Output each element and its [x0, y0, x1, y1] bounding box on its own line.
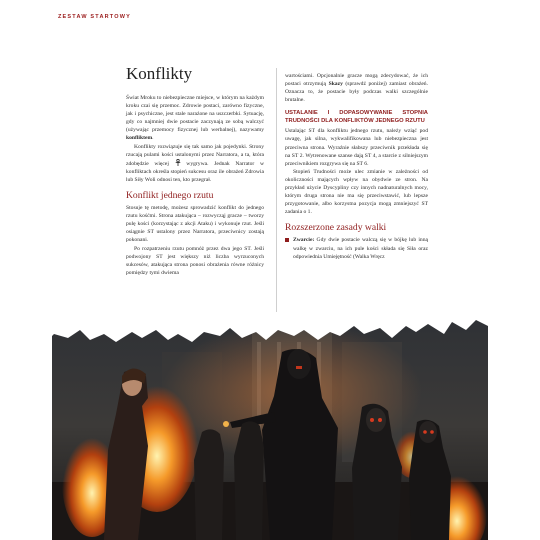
right-column [285, 72, 428, 261]
column-divider [276, 68, 277, 312]
running-head: ZESTAW STARTOWY [58, 14, 131, 20]
paragraph-resolution [126, 143, 264, 184]
square-bullet-icon [285, 238, 289, 242]
paragraph-continued-b: (sprawdź poniżej) zamiast obrażeń. Oznacza to, że postacie były podczas walki szczególnie brutalne. [285, 81, 428, 104]
heading-extended-combat: Rozszerzone zasady walki [285, 222, 387, 234]
paragraph-resolution-b: wygrywa. Jednak Narrator w konfliktach określa stopień sukcesu oraz ile obrażeń Zdrowia lub Siły Woli odnosi ten, kto przegrał. [126, 160, 264, 183]
keyword-conflict: konfliktem [126, 135, 153, 142]
paragraph-resolution-a: Konflikty rozwiązuje się tak samo jak pojedynki. Strony rzucają pulami kości ustalonymi przez Narratora, a ta, która zdobędzie więcej [126, 143, 264, 167]
paragraph-continued-a: wartościami. Opcjonalnie gracze mogą zdecydować, że ich postaci otrzymują [285, 73, 428, 88]
heading-difficulty: USTALANIE I DOPASOWYWANIE STOPNIA TRUDNOŚCI DLA KONFLIKTÓW JEDNEGO RZUTU [285, 110, 428, 124]
paragraph-modifiers: Stopień Trudności może ulec zmianie w zależności od okoliczności mających wpływ na obydwie ze stron. Na przykład użycie Dyscypliny czy innych nadnaturalnych mocy, którym druga strona nie ma się przeciwstawić, lub lepsze przygotowanie, albo korzystna pozycja mogą zmniejszyć ST zadania o 1. [285, 168, 428, 216]
ankh-icon [175, 159, 181, 166]
paragraph-difficulty: Ustalając ST dla konfliktu jednego rzutu, należy wziąć pod uwagę, jak silna, wykwalifikowana lub niebezpieczna jest przeciwna strona. Wyraźnie słabszy przeciwnik przekłada się na ST 2. Wytrenowane szanse dają ST 4, a starcie z silniejszym przeciwnikiem rozgrywa się na ST 6. [285, 128, 428, 167]
keyword-stains: Skazy [328, 81, 343, 88]
paragraph-damage: Po rozpatrzeniu rzutu pomnóż przez dwa jego ST. Jeśli podwojony ST jest większy niż liczba wyrzuconych sukcesów, atakująca strona ponosi obrażenia równe różnicy pomiędzy tymi dwiema [126, 245, 264, 276]
paragraph-intro [126, 94, 264, 143]
paragraph-continued [285, 72, 428, 104]
melee-description: Gdy dwie postacie walczą się w bójkę lub inną walkę w zwarciu, na ich pule kości składa się Siła oraz odpowiednia Umiejętność (Walka Wręcz [293, 237, 428, 260]
paragraph-intro-text: Świat Mroku to niebezpieczne miejsce, w którym na każdym kroku czai się przemoc. Zdrowie postaci, zarówno fizyczne, jak i psychiczne, jest stale narażone na uszczerbki. Sytuację, gdy co najmniej dwie postacie zaczynają ze sobą walczyć (używając przemocy fizycznej lub werbalnej), nazywamy [126, 95, 264, 134]
paragraph-intro-end: . [152, 135, 154, 142]
left-column [126, 64, 264, 277]
illustration-image [52, 312, 488, 540]
melee-text [293, 236, 428, 260]
heading-single-roll: Konflikt jednego rzutu [126, 190, 214, 202]
melee-label: Zwarcie: [293, 237, 315, 244]
paragraph-single-roll: Stosuje tę metodę, możesz sprowadzić konflikt do jednego rzutu kośćmi. Strona atakująca – rozwycząj gracze – tworzy pulę kości (korzystając z akcji Ataku) i wykonuje rzut. Jeśli osiągnie ST ustalony przez Narratora, przeciwnicy zostają pokonani. [126, 205, 264, 244]
combat-illustration [52, 312, 488, 540]
list-item-melee [285, 236, 428, 260]
page-title: Konflikty [126, 64, 193, 83]
